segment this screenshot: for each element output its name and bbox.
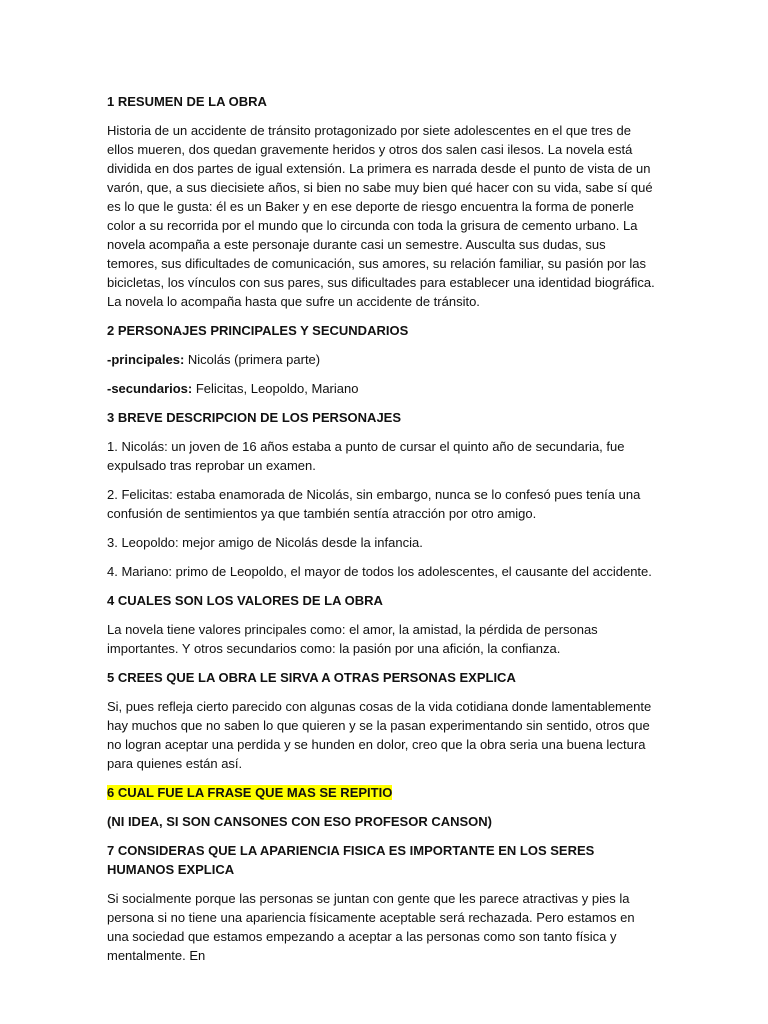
- section-4-heading: 4 CUALES SON LOS VALORES DE LA OBRA: [107, 593, 383, 608]
- secondary-characters-line: [107, 379, 659, 398]
- character-description-1: 1. Nicolás: un joven de 16 años estaba a punto de cursar el quinto año de secundaria, fue expulsado tras reprobar un examen.: [107, 439, 625, 473]
- secundarios-value: Felicitas, Leopoldo, Mariano: [192, 381, 359, 396]
- section-7-heading: 7 CONSIDERAS QUE LA APARIENCIA FISICA ES IMPORTANTE EN LOS SERES HUMANOS EXPLICA: [107, 843, 595, 877]
- character-description-4: 4. Mariano: primo de Leopoldo, el mayor de todos los adolescentes, el causante del accidente.: [107, 564, 652, 579]
- character-description-2: 2. Felicitas: estaba enamorada de Nicolás, sin embargo, nunca se lo confesó pues tenía una confusión de sentimientos ya que también sentía atracción por otro amigo.: [107, 487, 641, 521]
- principales-value: Nicolás (primera parte): [184, 352, 321, 367]
- section-6-heading: [107, 783, 659, 802]
- section-5-explanation: Si, pues refleja cierto parecido con algunas cosas de la vida cotidiana donde lamentablemente hay muchos que no saben lo que quieren y se la pasan experimentando sin sentido, otros que no logran aceptar una perdida y se hunden en dolor, creo que la obra seria una buena lectura para quienes están así.: [107, 699, 652, 771]
- section-3-heading: 3 BREVE DESCRIPCION DE LOS PERSONAJES: [107, 410, 402, 425]
- character-description-3: 3. Leopoldo: mejor amigo de Nicolás desde la infancia.: [107, 535, 423, 550]
- section-1-heading: 1 RESUMEN DE LA OBRA: [107, 94, 267, 109]
- principales-label: -principales:: [107, 352, 185, 367]
- section-4-values: La novela tiene valores principales como: el amor, la amistad, la pérdida de personas importantes. Y otros secundarios como: la pasión por una afición, la confianza.: [107, 622, 598, 656]
- principal-characters-line: [107, 350, 659, 369]
- secundarios-label: -secundarios:: [107, 381, 193, 396]
- document-page: [107, 92, 659, 975]
- section-5-heading: 5 CREES QUE LA OBRA LE SIRVA A OTRAS PERSONAS EXPLICA: [107, 670, 516, 685]
- section-7-explanation: Si socialmente porque las personas se juntan con gente que les parece atractivas y pies la persona si no tiene una apariencia físicamente aceptable será rechazada. Pero estamos en una sociedad que estamos empezando a aceptar a las personas como son tanto física y mentalmente. En: [107, 891, 635, 963]
- section-6-answer: (NI IDEA, SI SON CANSONES CON ESO PROFESOR CANSON): [107, 814, 492, 829]
- highlighted-heading-text: 6 CUAL FUE LA FRASE QUE MAS SE REPITIO: [107, 785, 393, 800]
- section-2-heading: 2 PERSONAJES PRINCIPALES Y SECUNDARIOS: [107, 323, 409, 338]
- section-1-summary: Historia de un accidente de tránsito protagonizado por siete adolescentes en el que tres de ellos mueren, dos quedan gravemente heridos y otros dos salen casi ilesos. La novela está dividida en dos partes de igual extensión. La primera es narrada desde el punto de vista de un varón, que, a sus diecisiete años, si bien no sabe muy bien qué hacer con su vida, sabe sí qué es lo que le gusta: él es un Baker y en ese deporte de riesgo encuentra la forma de ponerle color a su recorrida por el mundo que lo circunda con toda la grisura de cemento urbano. La novela acompaña a este personaje durante casi un semestre. Ausculta sus dudas, sus temores, sus dificultades de comunicación, sus amores, su relación familiar, su pasión por las bicicletas, los vínculos con sus pares, sus dificultades para establecer una identidad biográfica. La novela lo acompaña hasta que sufre un accidente de tránsito.: [107, 123, 655, 309]
